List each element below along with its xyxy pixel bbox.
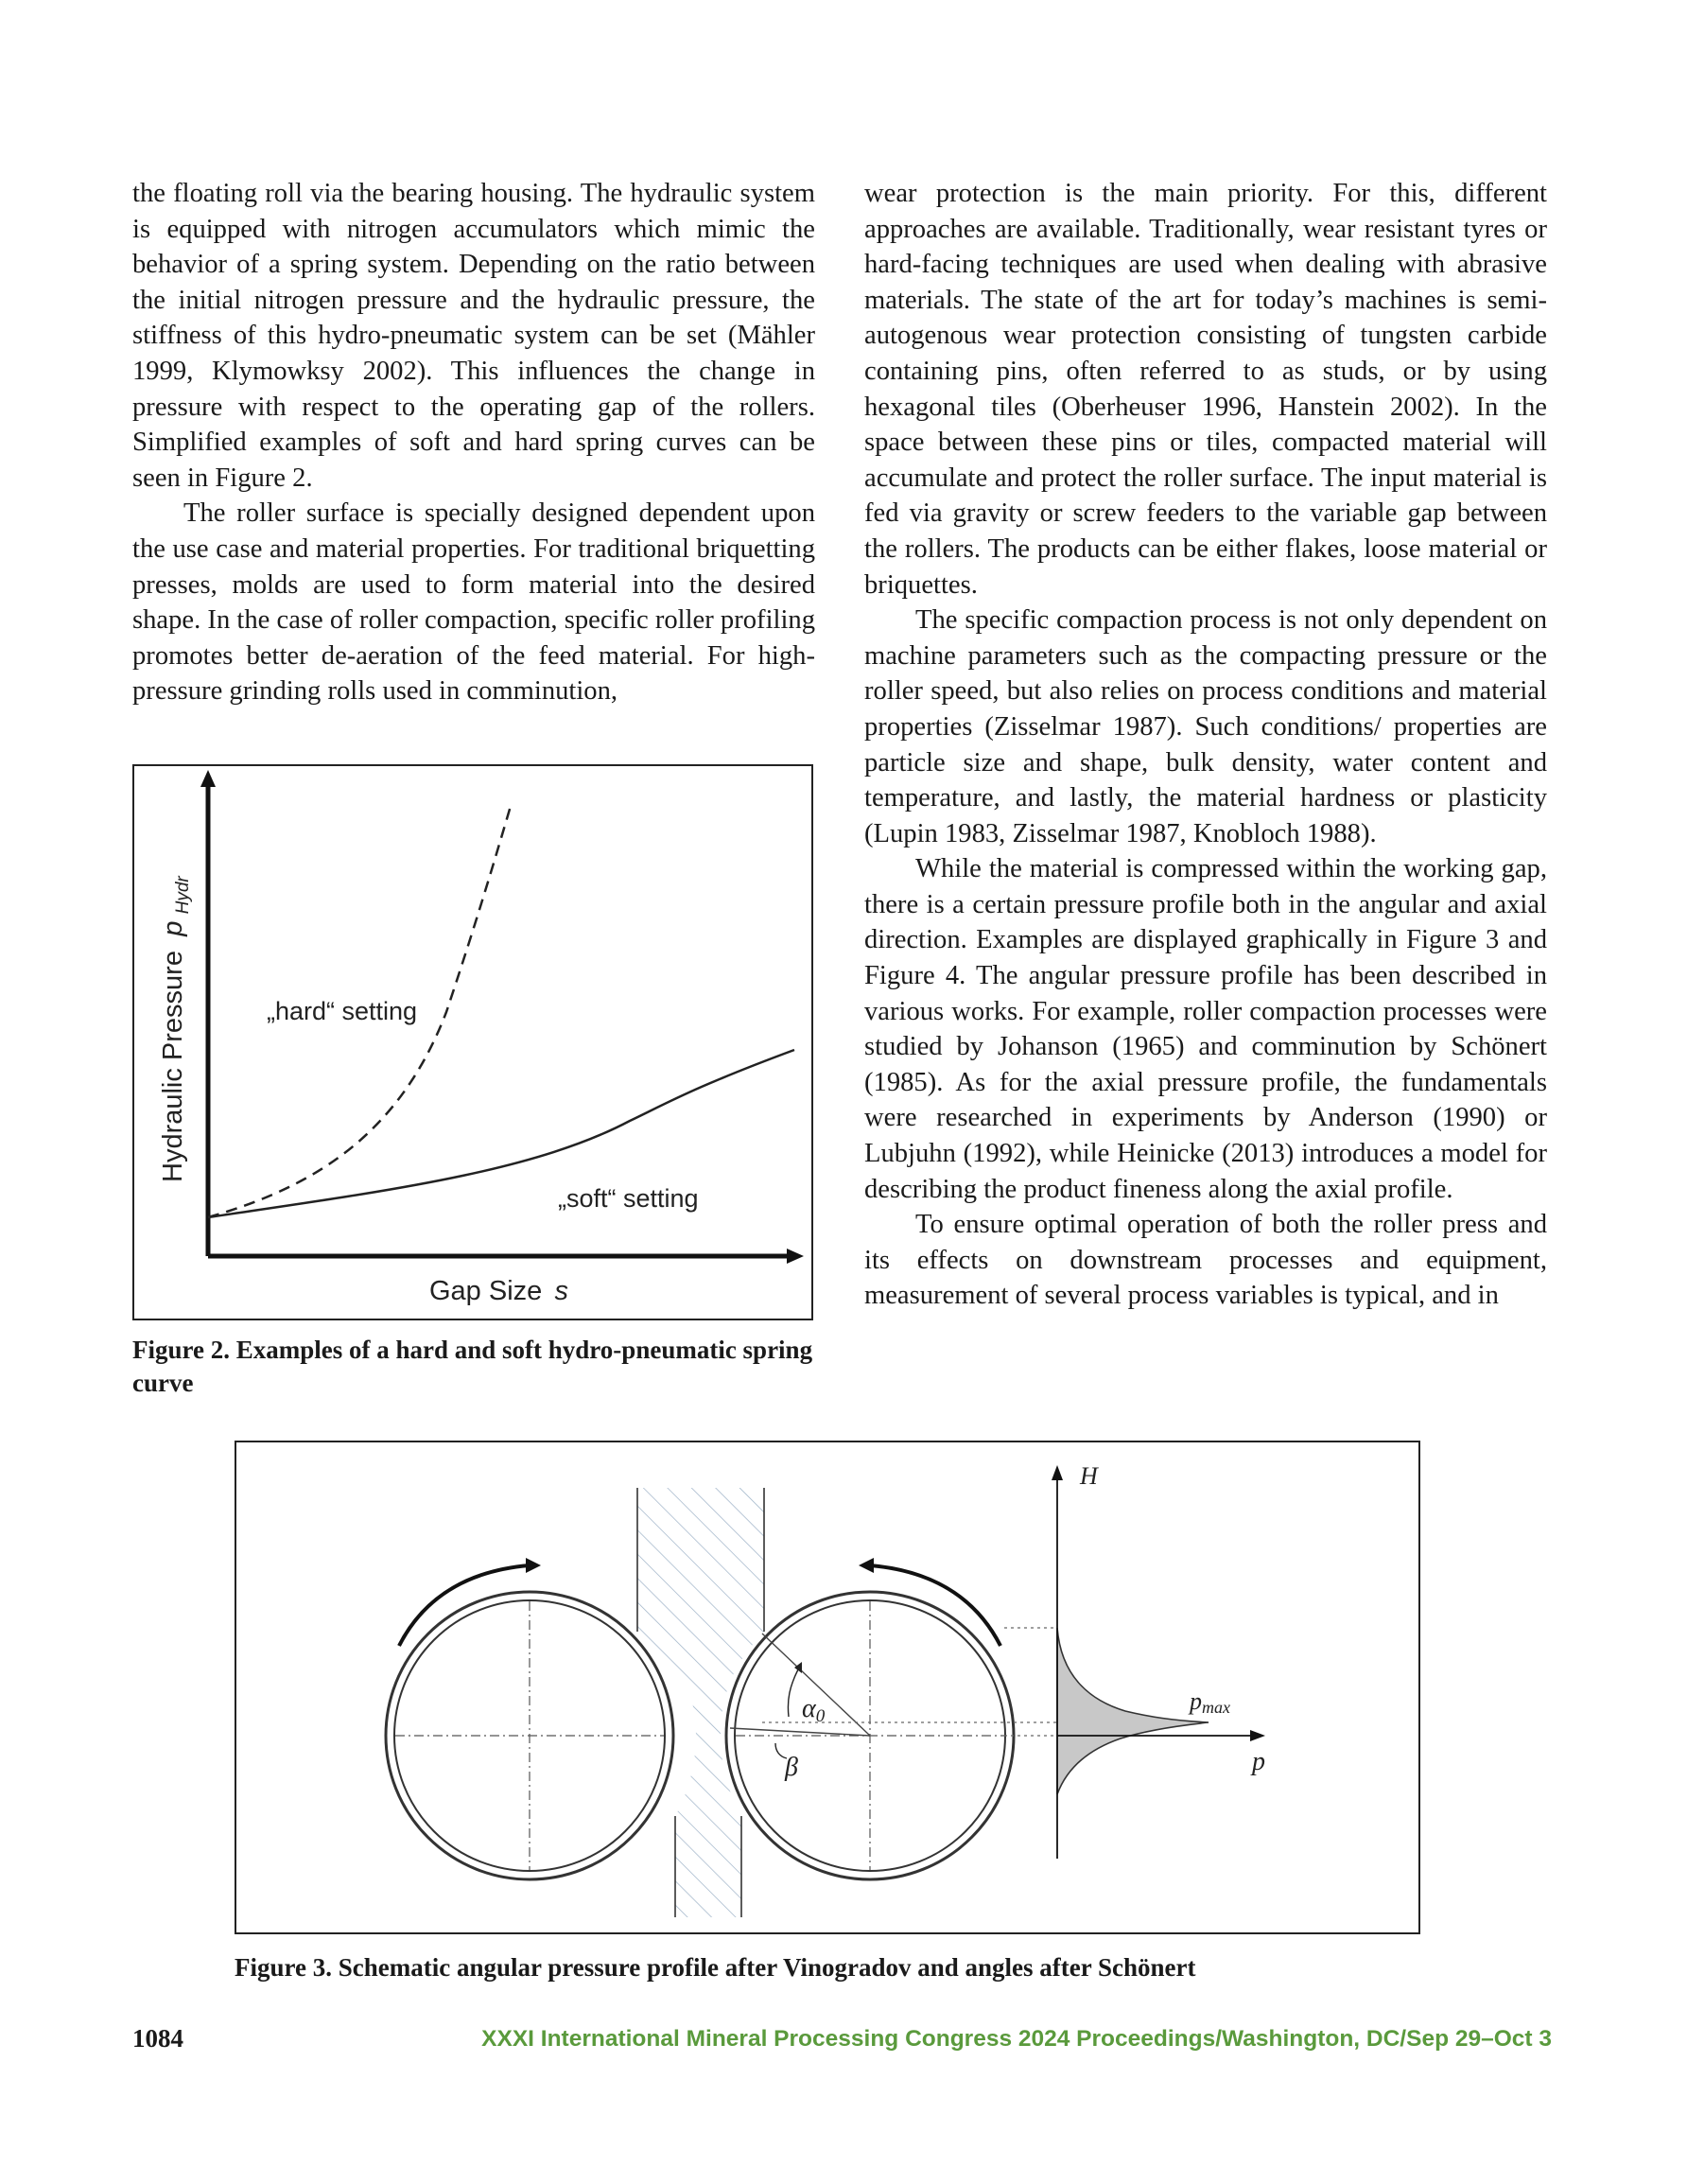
figure-3: [235, 1441, 1420, 1934]
soft-curve: [208, 1050, 794, 1217]
hard-setting-label: „hard“ setting: [267, 997, 418, 1025]
y-axis-title: [158, 876, 193, 1182]
figure-2: [132, 764, 813, 1320]
spring-curve-diagram: [134, 766, 815, 1322]
paragraph: While the material is compressed within the working gap, there is a certain pressure profile both in the angular and axial direction. Examples are displayed graphically in Figure 3 and Figure 4. The angular pressure profile has been described in various works. For example, roller compaction processes were studied by Johanson (1965) and comminution by Schönert (1985). As for the axial pressure profile, the fundamentals were researched in experiments by Anderson (1990) or Lubjuhn (1992), while Heinicke (2013) introduces a model for describing the product fineness along the axial profile.: [864, 854, 1547, 1204]
beta-line: [730, 1728, 870, 1736]
paragraph: wear protection is the main priority. For this, different approaches are available. Traditionally, wear resistant tyres or hard-facing techniques are used when dealing with abrasive materials. The state of the art for today’s machines is semi-autogenous wear protection consisting of tungsten carbide containing pins, often referred to as studs, or by using hexagonal tiles (Oberheuser 1996, Hanstein 2002). In the space between these pins or tiles, compacted material will accumulate and protect the roller surface. The input material is fed via gravity or screw feeders to the variable gap between the rollers. The products can be either flakes, loose material or briquettes.: [864, 179, 1547, 600]
rotation-arrow: [870, 1565, 1000, 1646]
material-band: [637, 1488, 764, 1917]
figure-3-caption: Figure 3. Schematic angular pressure profile after Vinogradov and angles after Schönert: [235, 1953, 1196, 1982]
pmax-subscript: max: [1202, 1698, 1230, 1717]
x-axis-title: [429, 1276, 568, 1306]
y-axis-arrow: [200, 770, 216, 787]
svg-text:Hydraulic Pressure p: [158, 876, 193, 1182]
pmax-label: [1188, 1687, 1230, 1717]
roller-press-schematic: [236, 1442, 1422, 1936]
alpha-arc: [788, 1669, 798, 1717]
paragraph: the floating roll via the bearing housing. The hydraulic system is equipped with nitrogen accumulators which mimic the behavior of a spring system. Depending on the ratio between the initial nitrogen pressure and the hydraulic pressure, the stiffness of this hydro-pneumatic system can be set (Mähler 1999, Klymowksy 2002). This influences the change in pressure with respect to the operating gap of the rollers. Simplified examples of soft and hard spring curves can be seen in Figure 2.: [132, 179, 815, 493]
page-number: 1084: [132, 2024, 183, 2053]
rotation-arrow: [399, 1565, 530, 1646]
figure-2-caption: Figure 2. Examples of a hard and soft hydro-pneumatic spring curve: [132, 1336, 813, 1397]
alpha-subscript: 0: [815, 1706, 826, 1726]
y-axis-symbol: p: [158, 920, 188, 936]
conference-footer: XXXI International Mineral Processing Congress 2024 Proceedings/Washington, DC/Sep 29–Oct 3: [481, 2026, 1552, 2052]
x-axis-label: Gap Size: [429, 1276, 543, 1306]
right-text-column: [864, 176, 1547, 1314]
paragraph: The specific compaction process is not only dependent on machine parameters such as the compacting pressure or the roller speed, but also relies on process conditions and material properties (Zisselmar 1987). Such conditions/ properties are particle size and shape, bulk density, water content and temperature, and lastly, the material hardness or plasticity (Lupin 1983, Zisselmar 1987, Knobloch 1988).: [864, 605, 1547, 848]
x-axis-symbol: s: [554, 1276, 569, 1306]
left-text-column: [132, 176, 815, 709]
y-axis-label: Hydraulic Pressure: [158, 951, 188, 1182]
pmax-symbol: p: [1190, 1687, 1202, 1715]
h-axis-label: H: [1080, 1462, 1098, 1490]
alpha-symbol: α: [802, 1694, 816, 1723]
left-roller: [386, 1558, 673, 1879]
p-axis-label: p: [1252, 1747, 1265, 1776]
y-axis-subscript: Hydr: [173, 876, 193, 915]
right-roller: [726, 1558, 1014, 1879]
alpha-label: [802, 1694, 826, 1726]
paragraph: The roller surface is specially designed dependent upon the use case and material properties. For traditional briquetting presses, molds are used to form material into the desired shape. In the case of roller compaction, specific roller profiling promotes better de-aeration of the feed material. For high-pressure grinding rolls used in comminution,: [132, 498, 815, 707]
soft-setting-label: „soft“ setting: [558, 1184, 699, 1213]
beta-label: β: [785, 1753, 798, 1782]
x-axis-arrow: [787, 1249, 804, 1264]
paragraph: To ensure optimal operation of both the roller press and its effects on downstream processes and equipment, measurement of several process variables is typical, and in: [864, 1210, 1547, 1311]
pressure-profile: [1057, 1628, 1209, 1794]
